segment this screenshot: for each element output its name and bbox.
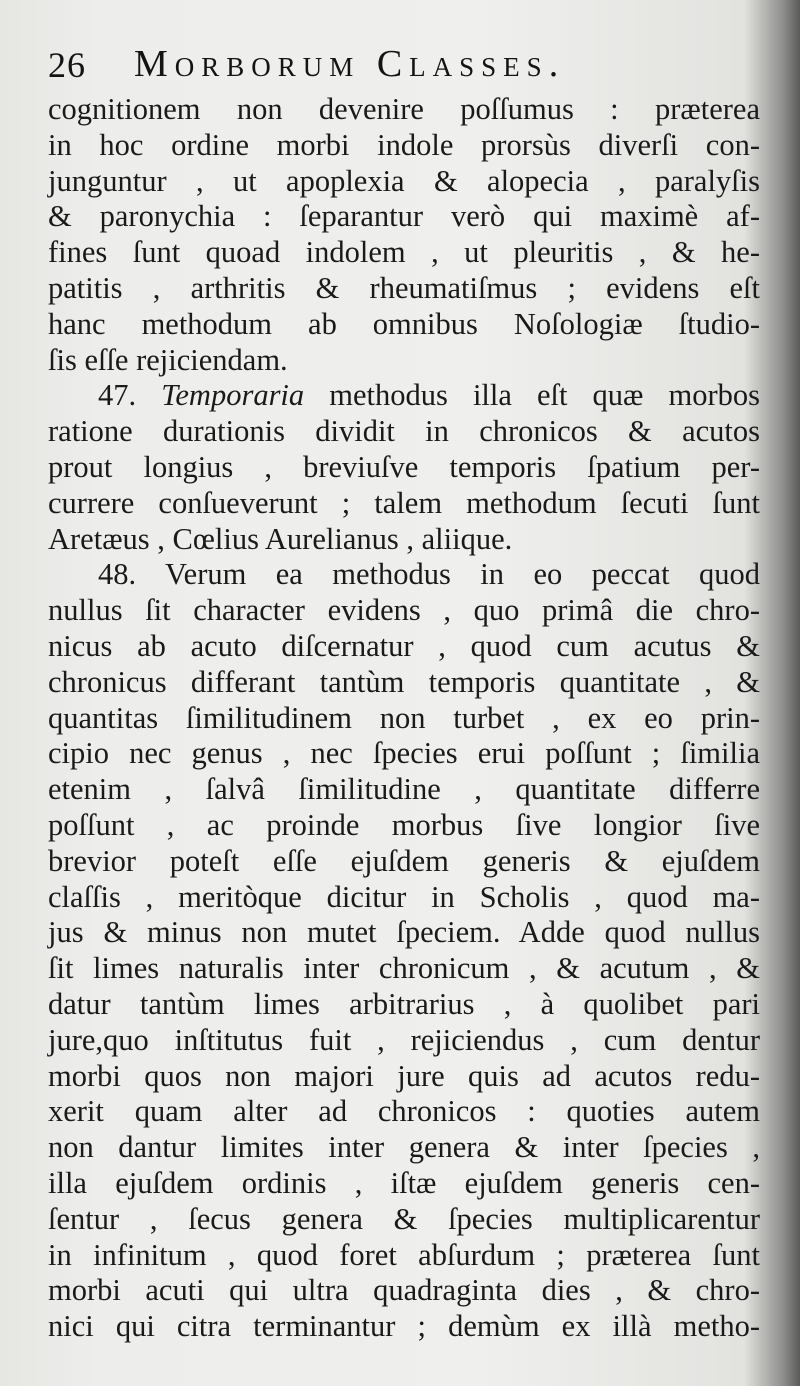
text-line: cipio nec genus , nec ſpecies erui poſſunt ; ſimilia	[48, 736, 760, 771]
text-line: junguntur , ut apoplexia & alopecia , paralyſis	[48, 163, 760, 198]
paragraph-number: 47.	[98, 378, 162, 413]
first-line-text: Verum ea methodus in eo peccat quod	[165, 557, 760, 592]
text-line: ſis eſſe rejiciendam.	[48, 342, 288, 377]
paragraph-first-line	[48, 378, 760, 414]
text-line: xerit quam alter ad chronicos : quoties autem	[48, 1094, 760, 1129]
first-line-text: methodus illa eſt quæ morbos	[329, 378, 760, 413]
text-line: nici qui citra terminantur ; demùm ex illà metho-	[48, 1309, 760, 1344]
text-line: poſſunt , ac proinde morbus ſive longior ſive	[48, 807, 760, 842]
text-line: hanc methodum ab omnibus Noſologiæ ſtudio-	[48, 306, 760, 341]
text-line: jure,quo inſtitutus fuit , rejiciendus , cum dentur	[48, 1022, 760, 1057]
italic-lead: Temporaria	[161, 378, 330, 413]
text-line: patitis , arthritis & rheumatiſmus ; evidens eſt	[48, 270, 760, 305]
text-line: non dantur limites inter genera & inter ſpecies ,	[48, 1130, 760, 1165]
text-line: nullus ſit character evidens , quo primâ die chro-	[48, 593, 760, 628]
text-line: cognitionem non devenire poſſumus : præterea	[48, 92, 760, 126]
text-line: datur tantùm limes arbitrarius , à quolibet pari	[48, 986, 760, 1021]
text-line: currere conſueverunt ; talem methodum ſecuti ſunt	[48, 485, 760, 520]
text-line: nicus ab acuto diſcernatur , quod cum acutus &	[48, 628, 760, 663]
paragraph-first-line	[48, 557, 760, 593]
text-line: claſſis , meritòque dicitur in Scholis , quod ma-	[48, 879, 760, 914]
text-line: morbi acuti qui ultra quadraginta dies , & chro-	[48, 1273, 760, 1308]
text-line: in hoc ordine morbi indole prorsùs diverſi con-	[48, 127, 760, 162]
text-line: quantitas ſimilitudinem non turbet , ex eo prin-	[48, 700, 760, 735]
text-line: chronicus differant tantùm temporis quantitate , &	[48, 664, 760, 699]
text-line: Aretæus , Cœlius Aurelianus , aliique.	[48, 521, 513, 556]
page-number: 26	[48, 45, 86, 85]
text-line: ratione durationis dividit in chronicos & acutos	[48, 414, 760, 449]
text-line: in infinitum , quod foret abſurdum ; præterea ſunt	[48, 1237, 760, 1272]
text-line: morbi quos non majori jure quis ad acutos redu-	[48, 1058, 760, 1093]
body-text	[48, 92, 760, 1345]
text-line: jus & minus non mutet ſpeciem. Adde quod nullus	[48, 915, 760, 950]
paragraph-number: 48.	[98, 557, 166, 592]
text-line: illa ejuſdem ordinis , iſtæ ejuſdem generis cen-	[48, 1165, 760, 1200]
text-line: & paronychia : ſeparantur verò qui maximè af-	[48, 199, 760, 234]
running-head: Morborum Classes.	[134, 43, 566, 85]
text-line: prout longius , breviuſve temporis ſpatium per-	[48, 449, 760, 484]
text-line: ſit limes naturalis inter chronicum , & acutum , &	[48, 951, 760, 986]
text-line: fines ſunt quoad indolem , ut pleuritis , & he-	[48, 235, 760, 270]
page-header	[48, 38, 768, 94]
text-line: etenim , ſalvâ ſimilitudine , quantitate differre	[48, 772, 760, 807]
text-line: ſentur , ſecus genera & ſpecies multiplicarentur	[48, 1201, 760, 1236]
text-line: brevior poteſt eſſe ejuſdem generis & ejuſdem	[48, 843, 760, 878]
